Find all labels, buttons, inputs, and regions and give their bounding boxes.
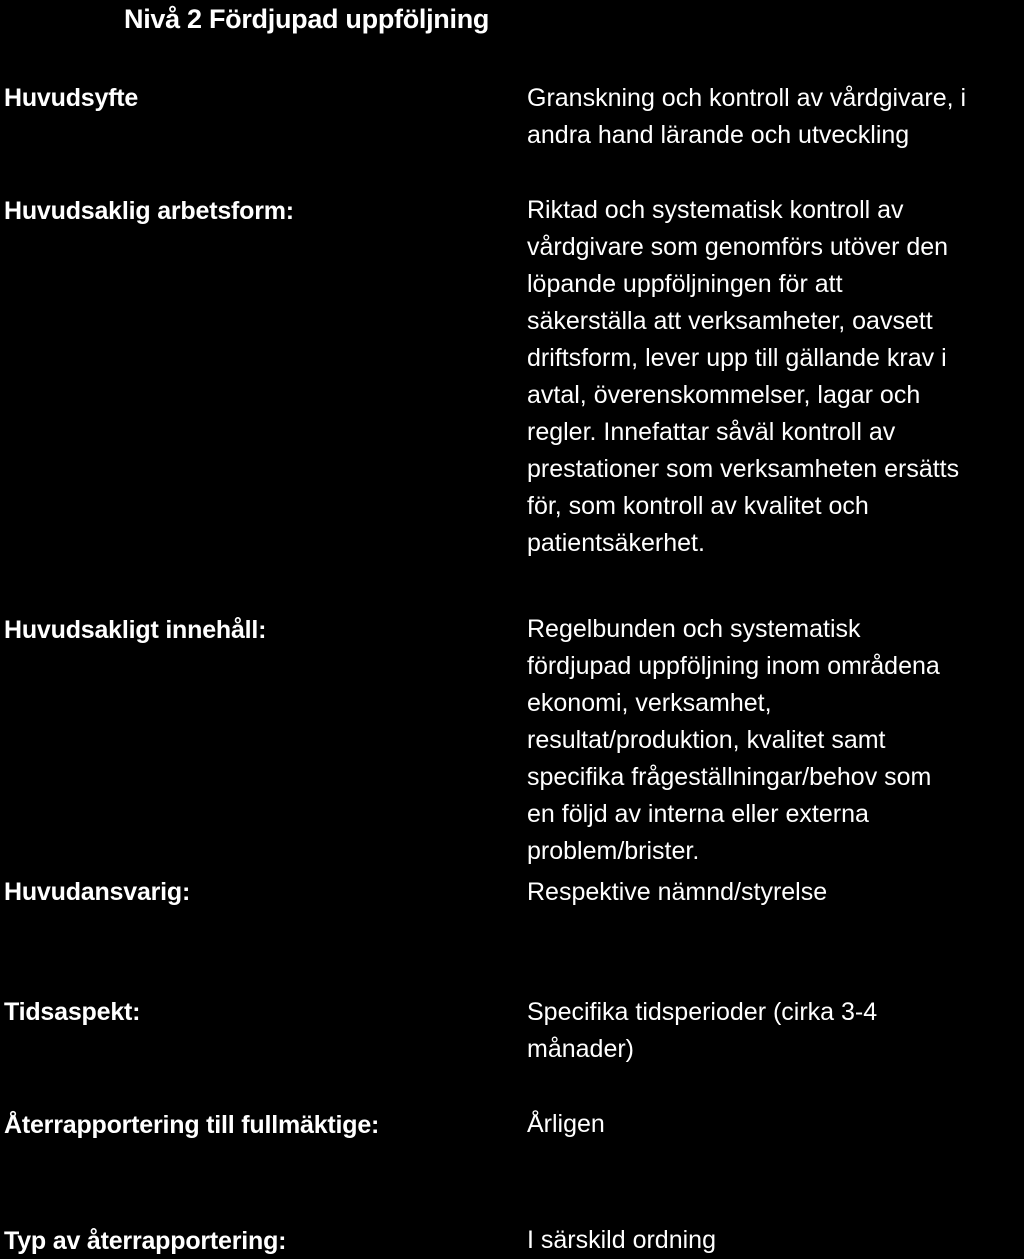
value-line: avtal, överenskommelser, lagar och [527, 381, 921, 409]
row-label-tidsaspekt: Tidsaspekt: [4, 998, 141, 1026]
value-line: patientsäkerhet. [527, 529, 705, 557]
value-line: ekonomi, verksamhet, [527, 689, 772, 717]
value-line: driftsform, lever upp till gällande krav i [527, 344, 947, 372]
value-line: löpande uppföljningen för att [527, 270, 843, 298]
row-label-aterrapportering-fullmaktige: Återrapportering till fullmäktige: [4, 1111, 380, 1139]
row-label-huvudansvarig: Huvudansvarig: [4, 878, 191, 906]
value-line: månader) [527, 1035, 634, 1063]
row-label-arbetsform: Huvudsaklig arbetsform: [4, 197, 294, 225]
row-label-huvudsyfte: Huvudsyfte [4, 84, 139, 112]
row-value-aterrapportering-fullmaktige [527, 1106, 1024, 1143]
row-value-huvudsyfte [527, 80, 1024, 154]
value-line: resultat/produktion, kvalitet samt [527, 726, 886, 754]
row-value-typ-av-aterrapportering [527, 1222, 1024, 1259]
value-line: Riktad och systematisk kontroll av [527, 196, 904, 224]
row-value-arbetsform [527, 192, 1024, 562]
row-value-huvudansvarig [527, 874, 1024, 911]
row-value-tidsaspekt [527, 994, 1024, 1068]
value-line: andra hand lärande och utveckling [527, 121, 910, 149]
value-line: fördjupad uppföljning inom områdena [527, 652, 940, 680]
value-line: vårdgivare som genomförs utöver den [527, 233, 949, 261]
value-line: Årligen [527, 1110, 605, 1138]
value-line: för, som kontroll av kvalitet och [527, 492, 869, 520]
section-heading: Nivå 2 Fördjupad uppföljning [124, 4, 490, 34]
value-line: Regelbunden och systematisk [527, 615, 861, 643]
row-label-typ-av-aterrapportering: Typ av återrapportering: [4, 1227, 287, 1255]
value-line: Specifika tidsperioder (cirka 3-4 [527, 998, 878, 1026]
value-line: säkerställa att verksamheter, oavsett [527, 307, 933, 335]
value-line: specifika frågeställningar/behov som [527, 763, 932, 791]
value-line: prestationer som verksamheten ersätts [527, 455, 960, 483]
value-line: I särskild ordning [527, 1226, 716, 1254]
row-value-innehall [527, 611, 1024, 870]
value-line: Respektive nämnd/styrelse [527, 878, 828, 906]
value-line: en följd av interna eller externa [527, 800, 869, 828]
row-label-innehall: Huvudsakligt innehåll: [4, 616, 267, 644]
value-line: problem/brister. [527, 837, 700, 865]
value-line: regler. Innefattar såväl kontroll av [527, 418, 896, 446]
value-line: Granskning och kontroll av vårdgivare, i [527, 84, 967, 112]
